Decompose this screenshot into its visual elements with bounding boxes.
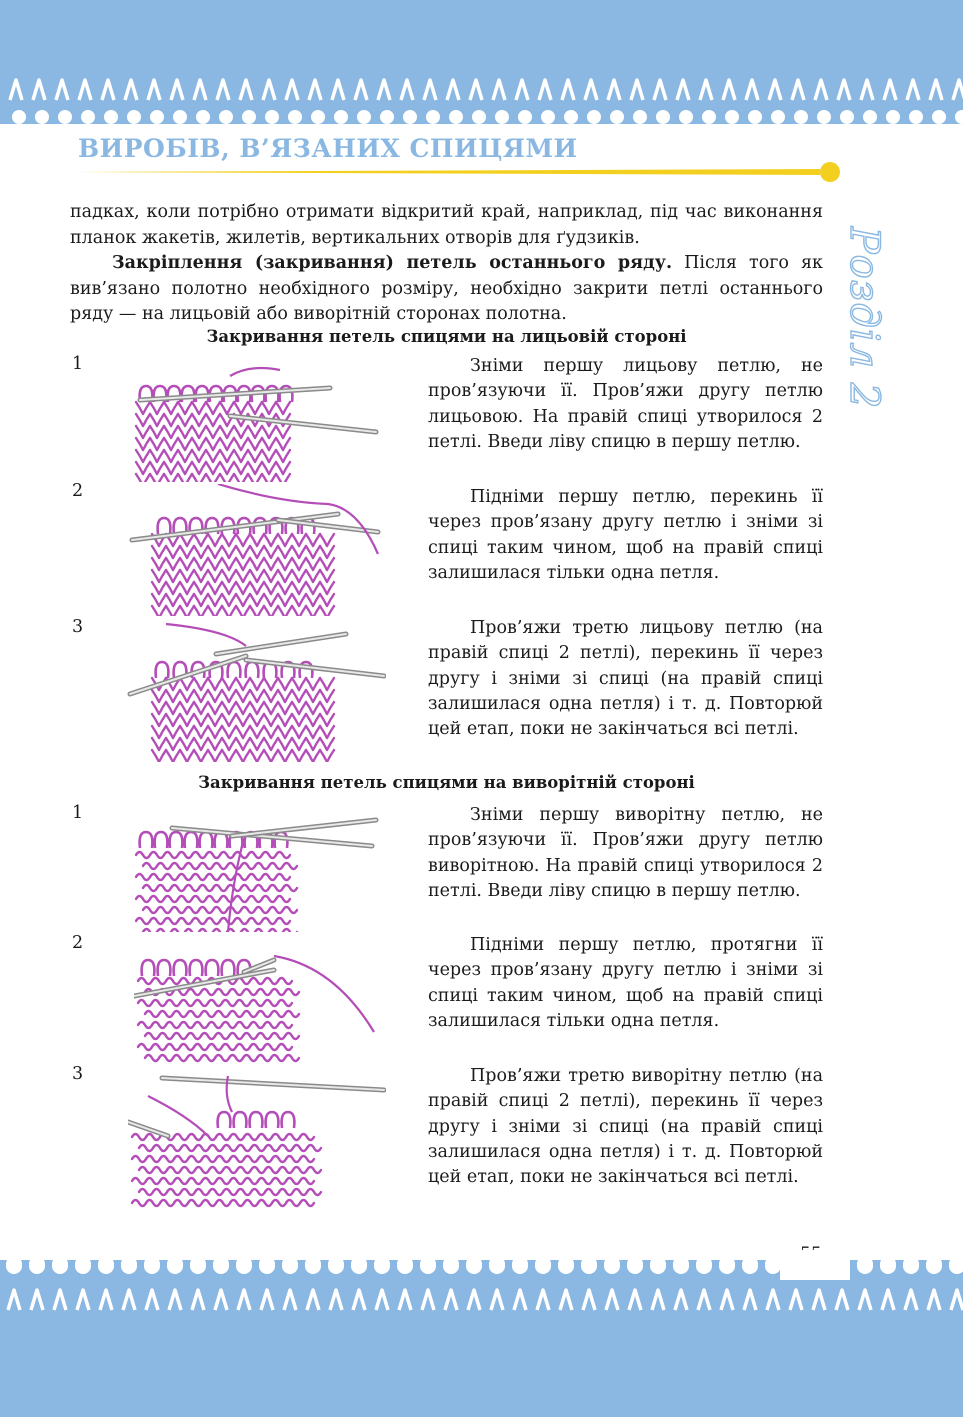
front-step-2-desc: Підніми першу петлю, перекинь її через пров’язану другу петлю і зніми зі спиці таким чином, щоб на правій спиці залишилася тільки одна петля.	[428, 487, 823, 583]
front-step-2-number: 2	[72, 481, 84, 501]
front-step-3-illustration	[126, 620, 386, 762]
bottom-ornament	[0, 1250, 963, 1417]
back-section-heading: Закривання петель спицями на виворітній стороні	[198, 773, 695, 792]
front-step-2-text	[428, 485, 823, 586]
back-step-1-number: 1	[72, 803, 84, 823]
intro-paragraph	[70, 200, 823, 251]
back-step-3-desc: Пров’яжи третю виворітну петлю (на правій спиці 2 петлі), перекинь її через другу і зніми зі спиці (на правій спиці залишилася одна петля) і т. д. Повторюй цей етап, поки не закінчаться всі петлі.	[428, 1066, 823, 1188]
title-rule	[70, 160, 845, 188]
section-title: ВИРОБІВ, В’ЯЗАНИХ СПИЦЯМИ	[78, 134, 578, 163]
back-step-1-illustration	[132, 806, 382, 932]
intro-text: падках, коли потрібно отримати відкритий край, наприклад, під час виконання планок жакетів, жилетів, вертикальних отворів для ґудзиків.	[70, 202, 823, 248]
front-step-1-number: 1	[72, 354, 84, 374]
front-step-1-desc: Зніми першу лицьову петлю, не пров’язуючи її. Пров’яжи другу петлю лицьовою. На правій спиці утворилося 2 петлі. Введи ліву спицю в першу петлю.	[428, 356, 823, 452]
closing-heading: Закріплення (закривання) петель останнього ряду.	[112, 253, 673, 273]
chapter-tab	[836, 226, 892, 410]
front-section-heading: Закривання петель спицями на лицьовій стороні	[206, 327, 687, 346]
chapter-tab-label: Розділ 2	[841, 226, 887, 410]
footer-band	[0, 1250, 963, 1417]
front-step-3-desc: Пров’яжи третю лицьову петлю (на правій спиці 2 петлі), перекинь її через другу і зніми зі спиці (на правій спиці залишилася одна петля) і т. д. Повторюй цей етап, поки не закінчаться всі петлі.	[428, 618, 823, 740]
back-step-3-illustration	[128, 1066, 386, 1208]
back-step-2-desc: Підніми першу петлю, протягни її через пров’язану другу петлю і зніми зі спиці таким чином, щоб на правій спиці залишилася тільки одна петля.	[428, 935, 823, 1031]
top-ornament	[0, 0, 963, 132]
closing-paragraph	[70, 251, 823, 328]
back-step-1-desc: Зніми першу виворітну петлю, не пров’язуючи її. Пров’яжи другу петлю виворітною. На правій спиці утворилося 2 петлі. Введи ліву спицю в першу петлю.	[428, 805, 823, 901]
front-step-3-text	[428, 616, 823, 742]
back-step-2-illustration	[134, 936, 380, 1064]
back-step-2-text	[428, 933, 823, 1034]
back-step-1-text	[428, 803, 823, 904]
back-step-3-text	[428, 1064, 823, 1190]
front-step-3-number: 3	[72, 617, 84, 637]
front-step-2-illustration	[128, 484, 384, 616]
closing-text: Після того як вив’язано полотно необхідного розміру, необхідно закрити петлі останнього ряду — на лицьовій або виворітній сторонах полотна.	[70, 253, 823, 324]
front-step-1-text	[428, 354, 823, 455]
back-step-2-number: 2	[72, 933, 84, 953]
header-band	[0, 0, 963, 132]
front-step-1-illustration	[130, 358, 382, 482]
back-step-3-number: 3	[72, 1064, 84, 1084]
